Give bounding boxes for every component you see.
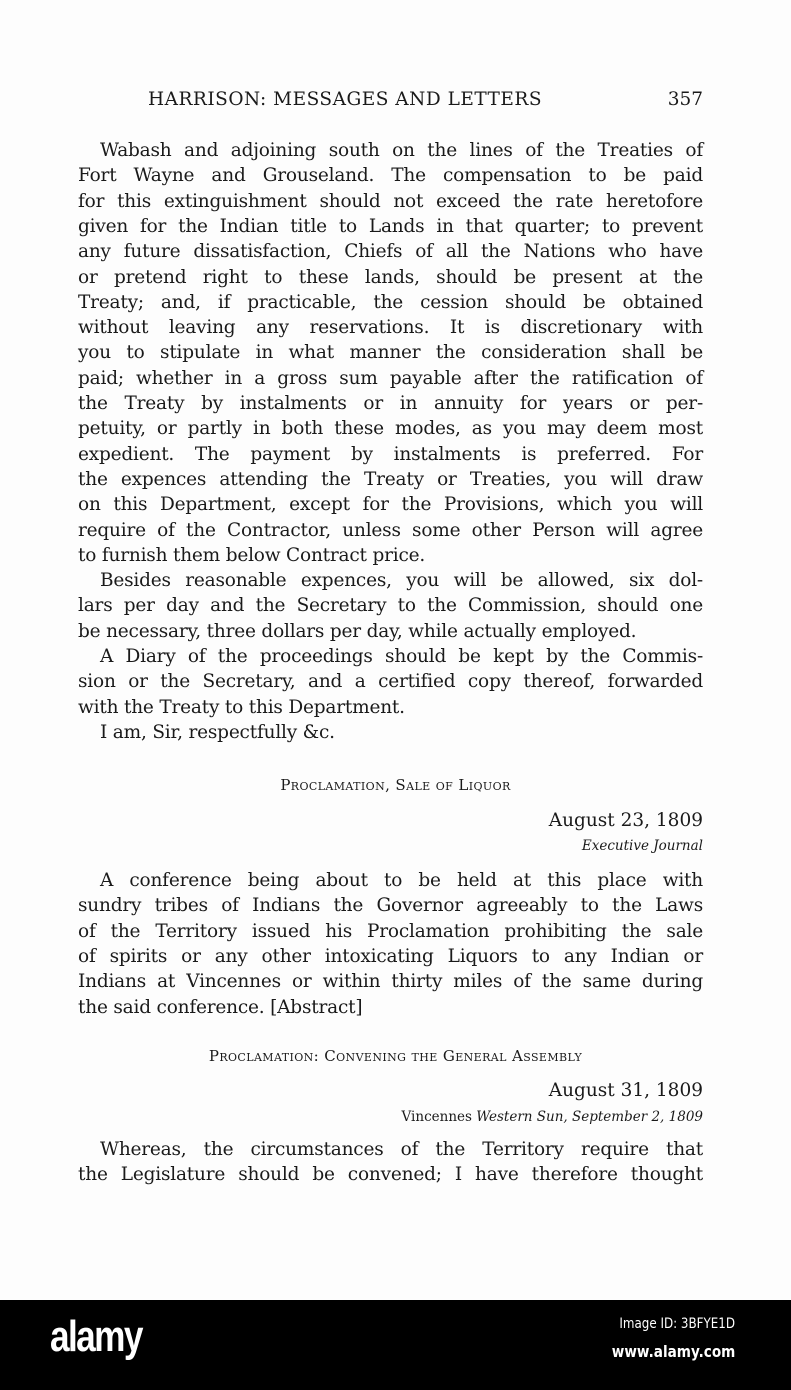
text-line: on this Department, except for the Provisions, which you will [78, 494, 703, 516]
text-line: the Legislature should be convened; I have therefore thought [78, 1164, 703, 1186]
text-line: of the Territory issued his Proclamation prohibiting the sale [78, 920, 703, 942]
source-assembly [402, 1109, 703, 1125]
text-line: with the Treaty to this Department. [78, 696, 405, 718]
text-line: expedient. The payment by instalments is preferred. For [78, 443, 703, 465]
date-liquor: August 23, 1809 [548, 810, 703, 831]
text-line: of spirits or any other intoxicating Liquors to any Indian or [78, 945, 703, 967]
text-line: without leaving any reservations. It is discretionary with [78, 317, 703, 339]
alamy-logo: alamy [50, 1312, 142, 1361]
text-line: sundry tribes of Indians the Governor agreeably to the Laws [78, 895, 703, 917]
running-title: HARRISON: MESSAGES AND LETTERS [148, 89, 542, 110]
text-line: the expences attending the Treaty or Treaties, you will draw [78, 468, 703, 490]
source-title: Executive Journal [581, 838, 703, 854]
image-id: Image ID: 3BFYE1D [619, 1316, 735, 1332]
text-line: the said conference. [Abstract] [78, 996, 363, 1018]
website: www.alamy.com [611, 1342, 735, 1361]
text-line: sion or the Secretary, and a certified copy thereof, forwarded [78, 671, 703, 693]
text-line: any future dissatisfaction, Chiefs of all the Nations who have [78, 241, 703, 263]
page-number: 357 [667, 89, 703, 110]
text-line: require of the Contractor, unless some other Person will agree [78, 519, 703, 541]
text-line: A Diary of the proceedings should be kept by the Commis- [100, 646, 703, 667]
text-line: to furnish them below Contract price. [78, 544, 426, 566]
page-header [148, 88, 703, 112]
text-line: Treaty; and, if practicable, the cession should be obtained [78, 291, 703, 313]
source-liquor [582, 838, 703, 854]
text-line: for this extinguishment should not exceed the rate heretofore [78, 190, 703, 212]
section-heading-liquor: Proclamation, Sale of Liquor [280, 776, 511, 794]
text-line: Besides reasonable expences, you will be allowed, six dol- [100, 570, 703, 591]
text-line: Wabash and adjoining south on the lines of the Treaties of [100, 140, 703, 161]
text-line: or pretend right to these lands, should be present at the [78, 266, 703, 288]
text-line: the Treaty by instalments or in annuity for years or per- [78, 393, 703, 414]
watermark-banner [0, 1300, 791, 1390]
text-line: Indians at Vincennes or within thirty miles of the same during [78, 971, 703, 993]
text-line: Fort Wayne and Grouseland. The compensation to be paid [78, 165, 703, 187]
text-line: paid; whether in a gross sum payable after the ratification of [78, 367, 703, 389]
source-place: Vincennes [401, 1109, 472, 1125]
source-paper: Western Sun, September 2, 1809 [476, 1109, 703, 1125]
text-line: petuity, or partly in both these modes, as you may deem most [78, 418, 703, 440]
date-assembly: August 31, 1809 [548, 1080, 703, 1101]
text-line: A conference being about to be held at this place with [100, 870, 703, 891]
text-line: be necessary, three dollars per day, while actually employed. [78, 620, 637, 642]
text-line: given for the Indian title to Lands in that quarter; to prevent [78, 215, 703, 237]
text-line: Whereas, the circumstances of the Territory require that [100, 1139, 703, 1160]
closing-line: I am, Sir, respectfully &c. [100, 722, 335, 743]
section-heading-assembly: Proclamation: Convening the General Assembly [208, 1047, 583, 1065]
text-line: you to stipulate in what manner the consideration shall be [78, 342, 703, 364]
text-line: lars per day and the Secretary to the Commission, should one [78, 595, 703, 617]
